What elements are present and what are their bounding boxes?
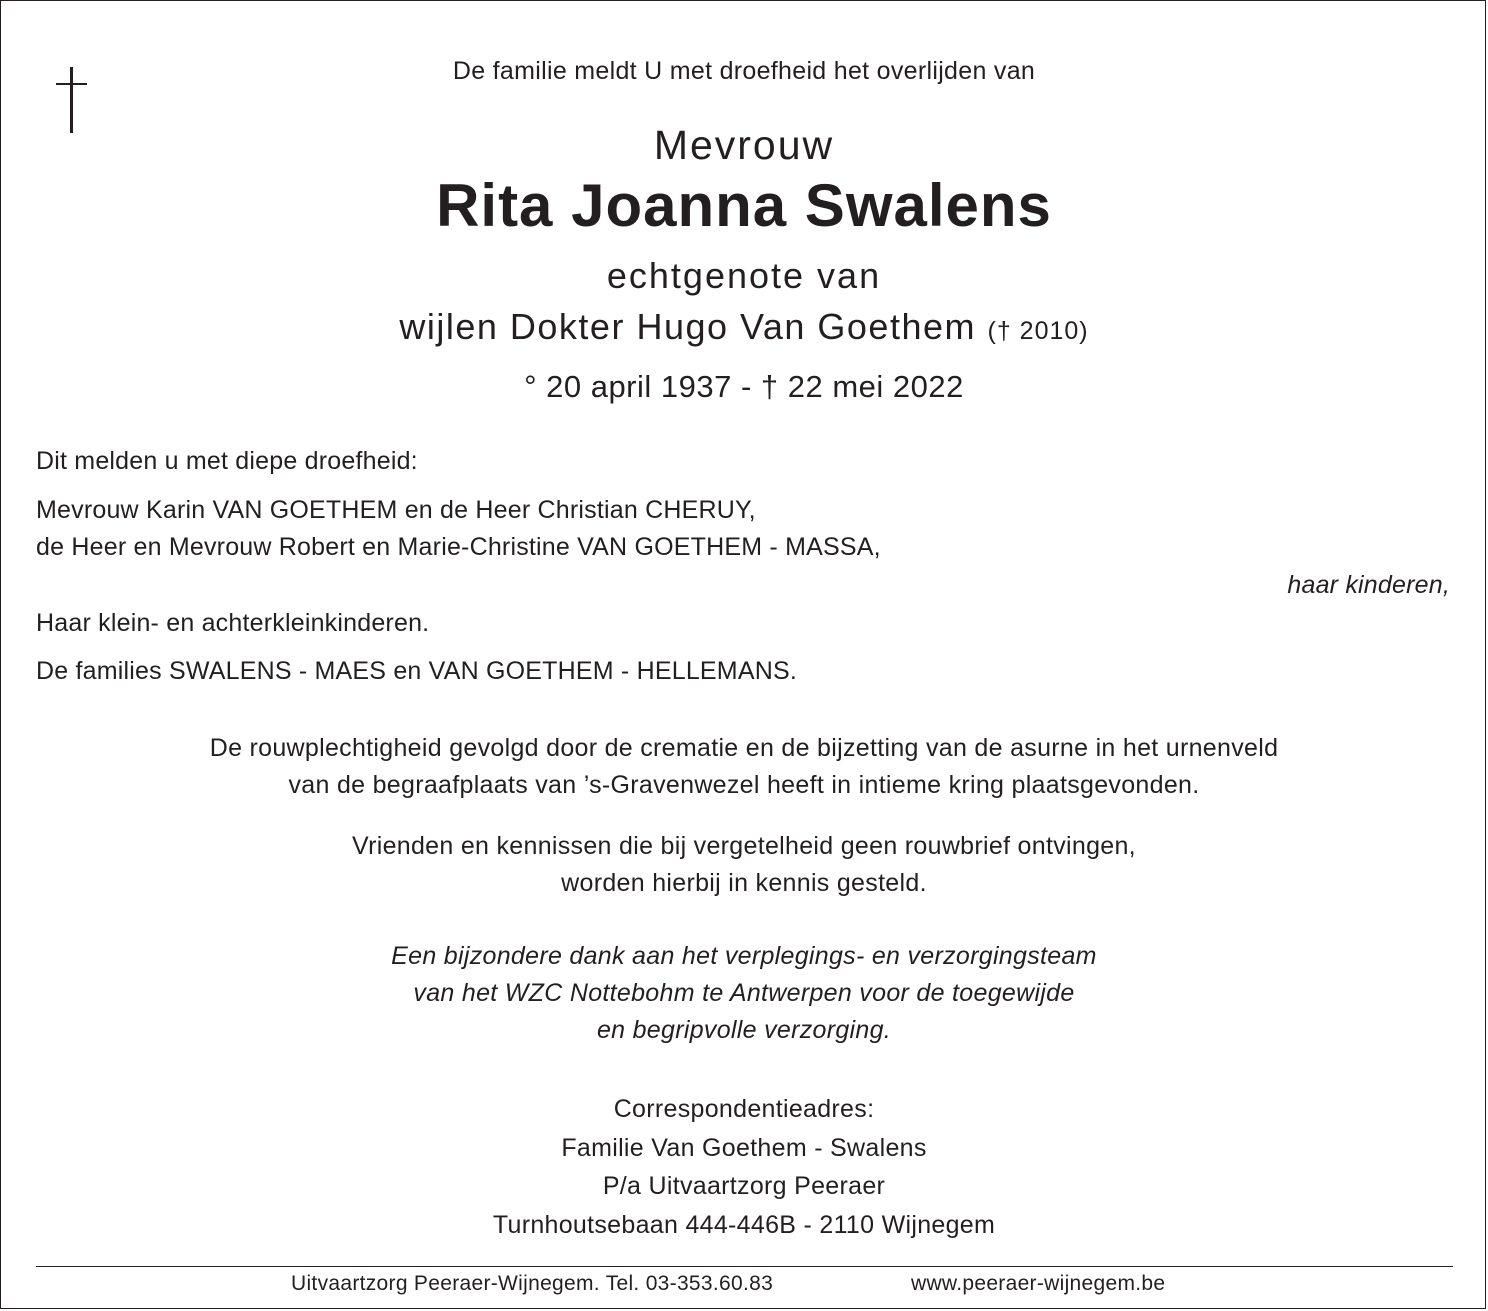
relation-text: echtgenote van (606, 255, 882, 296)
footer-website: www.peeraer-wijnegem.be (911, 1272, 1166, 1295)
footer-divider (36, 1266, 1453, 1267)
address-line: Familie Van Goethem - Swalens (561, 1133, 927, 1162)
deceased-name: Rita Joanna Swalens (436, 172, 1052, 239)
friends-line: worden hierbij in kennis gesteld. (561, 869, 927, 897)
families-line: De families SWALENS - MAES en VAN GOETHEM - HELLEMANS. (36, 657, 797, 685)
correspondence-heading: Correspondentieadres: (613, 1095, 875, 1123)
address-line: Turnhoutsebaan 444-446B - 2110 Wijnegem (492, 1210, 996, 1239)
ceremony-line: van de begraafplaats van ’s-Gravenwezel heeft in intieme kring plaatsgevonden. (288, 771, 1200, 799)
thanks-paragraph (1, 938, 1487, 1049)
thanks-line: Een bijzondere dank aan het verplegings- en verzorgingsteam (391, 942, 1097, 970)
correspondence-address (1, 1090, 1487, 1244)
footer-company: Uitvaartzorg Peeraer-Wijnegem. Tel. 03-353.60.83 (291, 1272, 774, 1295)
ceremony-paragraph (1, 730, 1487, 804)
friends-notice (1, 828, 1487, 902)
thanks-line: van het WZC Nottebohm te Antwerpen voor de toegewijde (413, 979, 1075, 1007)
spouse-line (1, 306, 1487, 348)
intro-text: De familie meldt U met droefheid het overlijden van (452, 57, 1036, 85)
child-line: Mevrouw Karin VAN GOETHEM en de Heer Christian CHERUY, (36, 496, 756, 524)
announce-text: Dit melden u met diepe droefheid: (36, 447, 418, 475)
spouse-name: wijlen Dokter Hugo Van Goethem (399, 306, 976, 347)
children-label: haar kinderen, (1287, 571, 1450, 599)
friends-line: Vrienden en kennissen die bij vergetelheid geen rouwbrief ontvingen, (352, 832, 1136, 860)
honorific: Mevrouw (653, 122, 835, 168)
address-line: P/a Uitvaartzorg Peeraer (602, 1172, 886, 1200)
child-line: de Heer en Mevrouw Robert en Marie-Christine VAN GOETHEM - MASSA, (36, 533, 881, 561)
life-dates: ° 20 april 1937 - † 22 mei 2022 (524, 369, 964, 404)
spouse-death-year: († 2010) (987, 317, 1089, 345)
grandchildren-line: Haar klein- en achterkleinkinderen. (36, 609, 430, 637)
thanks-line: en begripvolle verzorging. (596, 1016, 892, 1044)
ceremony-line: De rouwplechtigheid gevolgd door de crematie en de bijzetting van de asurne in het urnenveld (209, 734, 1279, 762)
